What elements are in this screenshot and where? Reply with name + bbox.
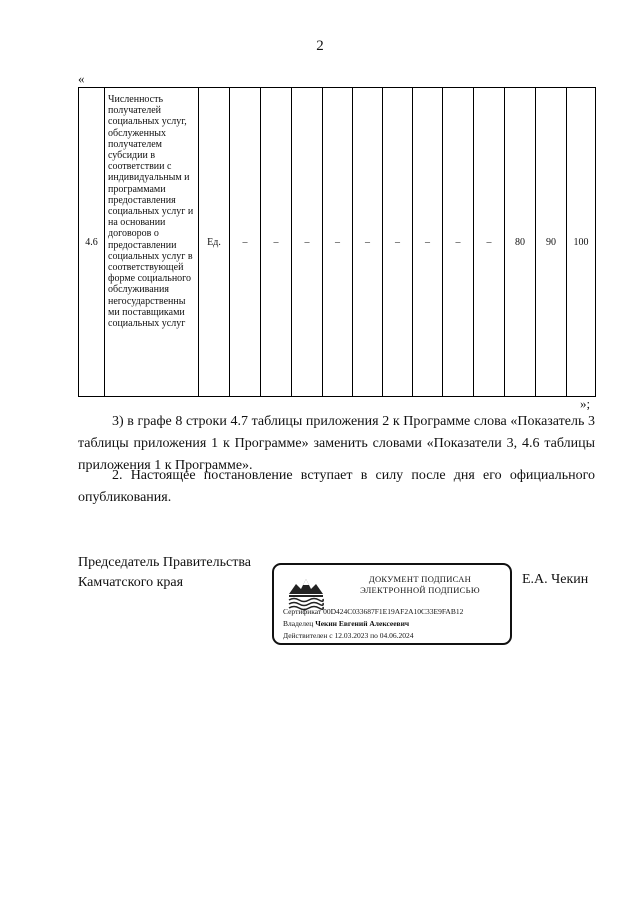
valid-to-label: по xyxy=(370,631,378,640)
program-table xyxy=(78,87,596,397)
signatory-position-line1: Председатель Правительства xyxy=(78,555,251,570)
table-quote-open: « xyxy=(78,71,85,86)
signatory-position-line2: Камчатского края xyxy=(78,575,184,590)
kamchatka-emblem-icon xyxy=(286,575,326,611)
row-value: – xyxy=(323,88,353,397)
row-value: 90 xyxy=(536,88,567,397)
certificate-label: Сертификат xyxy=(283,607,322,616)
page-number: 2 xyxy=(316,38,324,54)
stamp-certificate xyxy=(283,607,463,616)
row-unit: Ед. xyxy=(199,88,230,397)
row-value: – xyxy=(443,88,474,397)
row-value: – xyxy=(261,88,292,397)
validity-label: Действителен с xyxy=(283,631,333,640)
owner-name: Чекин Евгений Алексеевич xyxy=(315,619,410,628)
row-value: – xyxy=(353,88,383,397)
stamp-title-line1: ДОКУМЕНТ ПОДПИСАН xyxy=(368,574,472,584)
signatory-position xyxy=(78,553,251,593)
row-value: 100 xyxy=(567,88,596,397)
row-value: – xyxy=(474,88,505,397)
row-value: – xyxy=(292,88,323,397)
row-value: – xyxy=(413,88,443,397)
amendment-text: 3) в графе 8 строки 4.7 таблицы приложения 2 к Программе слова «Показатель 3 таблицы приложения 1 к Программе» заменить словами «Показатели 3, 4.6 таблицы приложения 1 к Программе». xyxy=(78,414,595,473)
stamp-owner xyxy=(283,619,409,628)
row-value: 80 xyxy=(505,88,536,397)
effective-date-text: 2. Настоящее постановление вступает в силу после дня его официального опубликования. xyxy=(78,468,595,505)
effective-date-paragraph xyxy=(78,465,595,509)
row-description: Численность получателей социальных услуг, обслуженных получателем субсидии в соответствии с индивидуальным и программами предоставления социальных услуг и на основании договоров о предоставлении социальных услуг в соответствующей форме социального обслуживания негосударственны ми поставщиками социальных услуг xyxy=(105,88,199,397)
electronic-signature-stamp xyxy=(272,563,512,645)
stamp-title-line2: ЭЛЕКТРОННОЙ ПОДПИСЬЮ xyxy=(360,585,480,595)
valid-from: 12.03.2023 xyxy=(334,631,369,640)
stamp-validity xyxy=(283,631,414,640)
table-quote-close: »; xyxy=(580,396,591,411)
table-row xyxy=(79,88,596,397)
stamp-title xyxy=(340,574,500,596)
owner-label: Владелец xyxy=(283,619,314,628)
row-value: – xyxy=(383,88,413,397)
row-number: 4.6 xyxy=(79,88,105,397)
valid-to: 04.06.2024 xyxy=(379,631,414,640)
certificate-number: 00D424C033687F1E19AF2A10C33E9FAB12 xyxy=(323,607,464,616)
row-value: – xyxy=(230,88,261,397)
signatory-name: Е.А. Чекин xyxy=(522,572,589,587)
